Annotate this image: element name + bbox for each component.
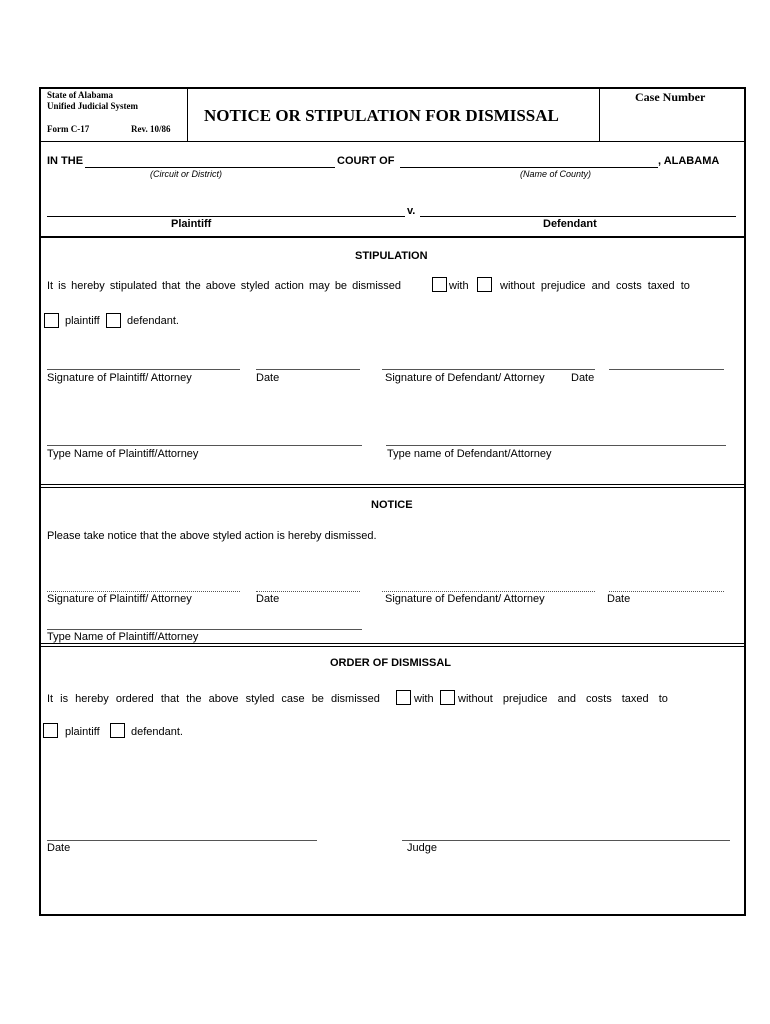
order-date-field[interactable] [47, 840, 317, 841]
order-with-label: with [414, 693, 434, 705]
stipulation-without-checkbox[interactable] [477, 277, 492, 292]
alabama-label: , ALABAMA [658, 155, 720, 167]
stip-plaintiff-signature-label: Signature of Plaintiff/ Attorney [47, 372, 192, 384]
plaintiff-field[interactable] [47, 216, 405, 217]
order-defendant-label: defendant. [131, 726, 183, 738]
stip-defendant-date-label: Date [571, 372, 595, 384]
circuit-hint: (Circuit or District) [150, 169, 222, 179]
stipulation-text-after: without prejudice and costs taxed to [500, 280, 690, 292]
stip-defendant-name-field[interactable] [386, 445, 726, 446]
notice-plaintiff-name-label: Type Name of Plaintiff/Attorney [47, 631, 199, 643]
stipulation-defendant-label: defendant. [127, 315, 179, 327]
notice-defendant-signature-field[interactable] [382, 591, 595, 592]
defendant-label: Defendant [543, 218, 597, 230]
stip-plaintiff-date-label: Date [256, 372, 280, 384]
case-number-label: Case Number [635, 90, 706, 104]
court-of-label: COURT OF [337, 155, 395, 167]
page-title: NOTICE OR STIPULATION FOR DISMISSAL [204, 106, 559, 125]
stip-defendant-date-field[interactable] [609, 369, 724, 370]
order-text-after: without prejudice and costs taxed to [458, 693, 668, 705]
stipulation-heading: STIPULATION [355, 250, 428, 262]
form-revision: Rev. 10/86 [131, 124, 171, 134]
header-bottom-rule [40, 141, 746, 142]
stip-plaintiff-signature-field[interactable] [47, 369, 240, 370]
judge-signature-field[interactable] [402, 840, 730, 841]
order-heading: ORDER OF DISMISSAL [330, 657, 452, 669]
order-date-label: Date [47, 842, 71, 854]
stipulation-with-label: with [449, 280, 469, 292]
notice-text: Please take notice that the above styled action is hereby dismissed. [47, 530, 377, 542]
header-divider-right [599, 88, 600, 141]
circuit-or-district-field[interactable] [85, 167, 335, 168]
case-number-field[interactable] [603, 106, 743, 138]
stip-defendant-signature-label: Signature of Defendant/ Attorney [385, 372, 545, 384]
stipulation-with-checkbox[interactable] [432, 277, 447, 292]
stipulation-plaintiff-checkbox[interactable] [44, 313, 59, 328]
order-with-checkbox[interactable] [396, 690, 411, 705]
stip-plaintiff-date-field[interactable] [256, 369, 360, 370]
notice-defendant-date-label: Date [607, 593, 631, 605]
order-without-checkbox[interactable] [440, 690, 455, 705]
header-divider-left [187, 88, 188, 141]
notice-defendant-date-field[interactable] [609, 591, 724, 592]
plaintiff-label: Plaintiff [171, 218, 212, 230]
court-bottom-rule [40, 236, 746, 238]
stip-plaintiff-name-label: Type Name of Plaintiff/Attorney [47, 448, 199, 460]
order-plaintiff-checkbox[interactable] [43, 723, 58, 738]
system-label: Unified Judicial System [47, 101, 139, 111]
notice-bottom-rule [40, 643, 746, 647]
notice-defendant-signature-label: Signature of Defendant/ Attorney [385, 593, 545, 605]
order-defendant-checkbox[interactable] [110, 723, 125, 738]
notice-plaintiff-date-field[interactable] [256, 591, 360, 592]
notice-plaintiff-name-field[interactable] [47, 629, 362, 630]
notice-plaintiff-signature-label: Signature of Plaintiff/ Attorney [47, 593, 192, 605]
header-issuer [47, 90, 138, 112]
judge-label: Judge [407, 842, 437, 854]
stip-defendant-signature-field[interactable] [382, 369, 595, 370]
order-text: It is hereby ordered that the above styled case be dismissed [47, 693, 380, 705]
defendant-field[interactable] [420, 216, 736, 217]
versus-label: v. [407, 205, 416, 217]
county-field[interactable] [400, 167, 658, 168]
stip-defendant-name-label: Type name of Defendant/Attorney [387, 448, 552, 460]
stipulation-plaintiff-label: plaintiff [65, 315, 100, 327]
state-label: State of Alabama [47, 90, 113, 100]
notice-plaintiff-date-label: Date [256, 593, 280, 605]
form-number: Form C-17 [47, 124, 90, 134]
stipulation-bottom-rule [40, 484, 746, 488]
order-plaintiff-label: plaintiff [65, 726, 100, 738]
stip-plaintiff-name-field[interactable] [47, 445, 362, 446]
stipulation-defendant-checkbox[interactable] [106, 313, 121, 328]
in-the-label: IN THE [47, 155, 84, 167]
county-hint: (Name of County) [520, 169, 592, 179]
notice-heading: NOTICE [371, 499, 413, 511]
stipulation-text: It is hereby stipulated that the above styled action may be dismissed [47, 280, 402, 292]
notice-plaintiff-signature-field[interactable] [47, 591, 240, 592]
